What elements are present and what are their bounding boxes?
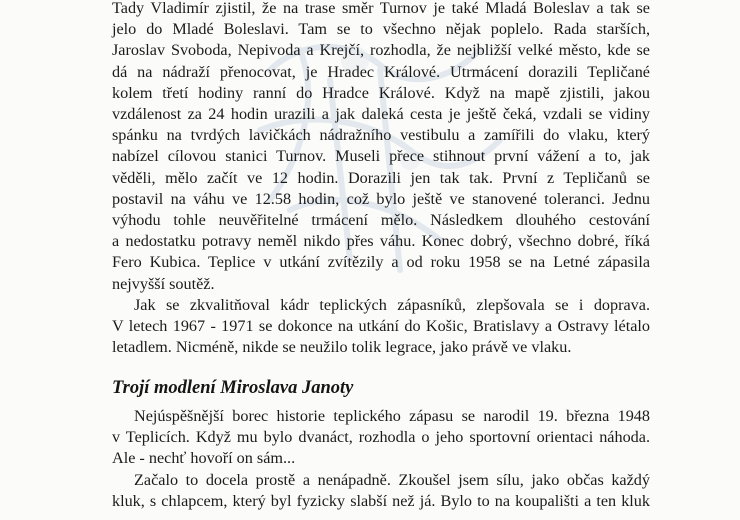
text-line: Ale - nechť hovoří on sám... bbox=[112, 449, 296, 468]
text-line: spánku na tvrdých lavičkách nádražního vestibulu a zamířili do vlaku, který bbox=[112, 126, 650, 145]
text-line: jelo do Mladé Boleslavi. Tam se to všechno nějak poplelo. Rada starších, bbox=[112, 20, 650, 39]
paragraph-text bbox=[112, 295, 650, 359]
paragraph-text bbox=[112, 470, 650, 512]
text-line: letadlem. Nicméně, nikde se neužilo tolik legrace, jako právě ve vlaku. bbox=[112, 338, 572, 357]
text-line: v Teplicích. Když mu bylo dvanáct, rozhodla o jeho sportovní orientaci náhoda. bbox=[112, 428, 650, 447]
paragraph-transport bbox=[112, 295, 650, 359]
text-line: nabízel cílovou stanici Turnov. Museli přece stihnout první vážení a to, jak bbox=[112, 147, 650, 166]
text-line: Jaroslav Svoboda, Nepivoda a Krejčí, rozhodla, že nejbližší velké město, kde se bbox=[112, 41, 650, 60]
text-line: a nedostatku potravy neměl nikdo přes váhu. Konec dobrý, všechno dobré, říká bbox=[112, 232, 650, 251]
section-heading-wrap bbox=[112, 377, 650, 399]
text-line: kluk, s chlapcem, který byl fyzicky slabší než já. Bylo to na koupališti a ten kluk bbox=[112, 492, 650, 511]
text-line: nejvyšší soutěž. bbox=[112, 274, 215, 293]
paragraph-janota-intro bbox=[112, 406, 650, 470]
section-heading: Trojí modlení Miroslava Janoty bbox=[112, 378, 354, 398]
text-line: V letech 1967 - 1971 se dokonce na utkání do Košic, Bratislavy a Ostravy létalo bbox=[112, 317, 650, 336]
text-line: Začalo to docela prostě a nenápadně. Zkoušel jsem sílu, jako občas každý bbox=[134, 471, 650, 489]
text-line: Jak se zkvalitňoval kádr teplických zápasníků, zlepšovala se i doprava. bbox=[134, 296, 650, 314]
text-line: Tady Vladimír zjistil, že na trase směr Turnov je také Mladá Boleslav a tak se bbox=[112, 0, 650, 17]
text-line: výhodu tohle neuvěřitelné trmácení mělo. Následkem dlouhého cestování bbox=[112, 211, 650, 230]
text-line: kolem třetí hodiny ranní do Hradce Králové. Když na mapě zjistili, jakou bbox=[112, 83, 650, 102]
paragraph-text bbox=[112, 406, 650, 470]
text-line: Fero Kubica. Teplice v utkání zvítězily a od roku 1958 se na Letné zápasila bbox=[112, 253, 650, 272]
paragraph-janota-story bbox=[112, 470, 650, 512]
text-line: Nejúspěšnější borec historie teplického zápasu se narodil 19. března 1948 bbox=[134, 407, 650, 425]
text-line: věděli, mělo začít ve 12 hodin. Dorazili jen tak tak. První z Tepličanů se bbox=[112, 168, 650, 187]
text-line: postavil na váhu ve 12.58 hodin, což bylo ještě ve stanovené toleranci. Jednu bbox=[112, 189, 650, 208]
text-line: vzdálenost za 24 hodin urazili a jak daleká cesta je ještě čeká, vzdali se vidiny bbox=[112, 105, 650, 124]
paragraph-text bbox=[112, 0, 650, 295]
text-line: dá na nádraží přenocovat, je Hradec Králové. Utrmácení dorazili Tepličané bbox=[112, 62, 650, 81]
paragraph-travel-story bbox=[112, 0, 650, 295]
